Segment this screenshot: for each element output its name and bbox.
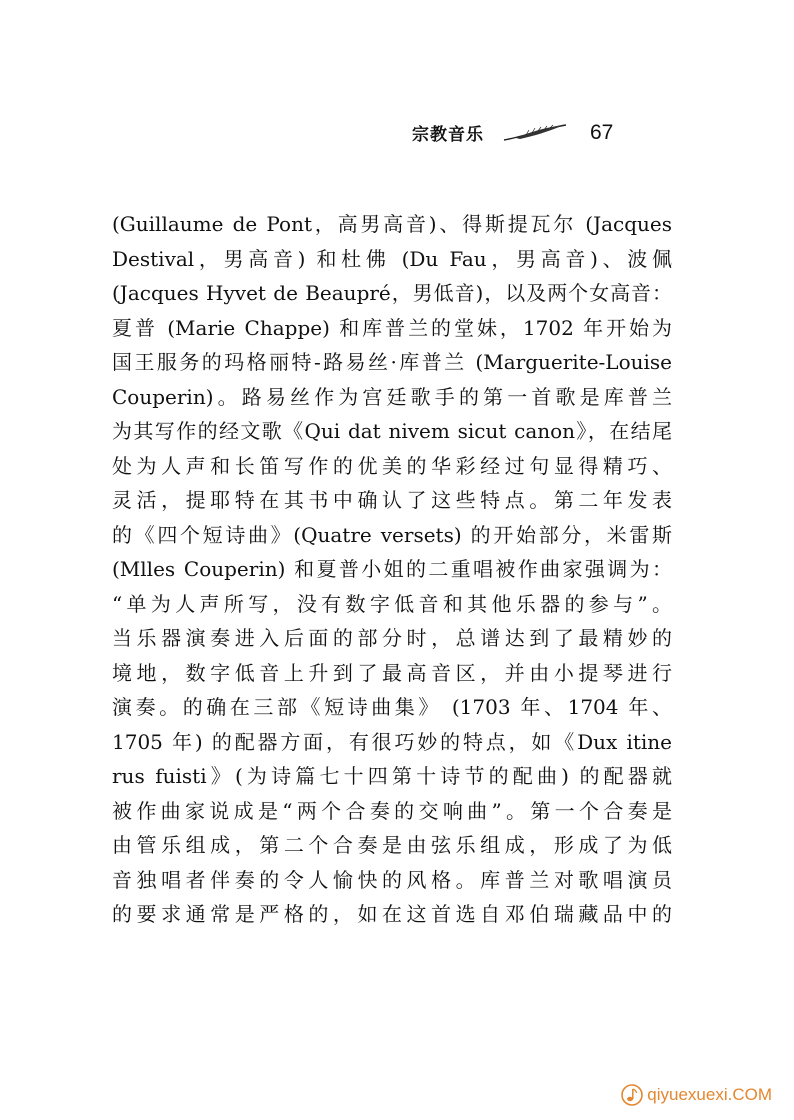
running-header	[412, 120, 613, 145]
text-line: (Jacques Hyvet de Beaupré，男低音)，以及两个女高音：	[112, 281, 672, 305]
text-line: 处为人声和长笛写作的优美的华彩经过句显得精巧、	[112, 453, 672, 478]
text-line: (Guillaume de Pont，高男高音)、得斯提瓦尔 (Jacques	[112, 212, 672, 236]
text-line: 的《四个短诗曲》(Quatre versets) 的开始部分，米雷斯	[112, 522, 672, 547]
text-line: 国王服务的玛格丽特-路易丝·库普兰 (Marguerite-Louise	[112, 350, 672, 374]
text-line: 由管乐组成，第二个合奏是由弦乐组成，形成了为低	[112, 833, 672, 857]
text-line: 灵活，提耶特在其书中确认了这些特点。第二年发表	[112, 488, 672, 512]
text-line: 为其写作的经文歌《Qui dat nivem sicut canon》，在结尾	[112, 419, 672, 443]
text-line: 音独唱者伴奏的令人愉快的风格。库普兰对歌唱演员	[112, 867, 672, 892]
text-line: 境地，数字低音上升到了最高音区，并由小提琴进行	[112, 660, 672, 685]
feather-ornament-icon	[502, 123, 568, 143]
text-line: 1705 年) 的配器方面，有很巧妙的特点，如《Dux itine	[112, 729, 672, 754]
text-line: 演奏。的确在三部《短诗曲集》 (1703 年、1704 年、	[112, 695, 672, 719]
text-line: Couperin)。路易丝作为宫廷歌手的第一首歌是库普兰	[112, 384, 672, 409]
text-line: Destival，男高音) 和杜佛 (Du Fau，男高音)、波佩	[112, 246, 672, 271]
watermark-text: qiyuexuexi.COM	[647, 1085, 772, 1104]
music-note-logo-icon	[621, 1084, 643, 1106]
text-line: rus fuisti》(为诗篇七十四第十诗节的配曲) 的配器就	[112, 764, 672, 788]
text-line: 的要求通常是严格的，如在这首选自邓伯瑞藏品中的	[112, 902, 672, 926]
text-line: “单为人声所写，没有数字低音和其他乐器的参与”。	[112, 591, 672, 616]
site-watermark	[621, 1084, 772, 1106]
text-line: 夏普 (Marie Chappe) 和库普兰的堂妹，1702 年开始为	[112, 315, 672, 340]
text-line: 当乐器演奏进入后面的部分时，总谱达到了最精妙的	[112, 626, 672, 650]
header-title: 宗教音乐	[412, 125, 484, 145]
page-number: 67	[590, 120, 614, 144]
text-line: 被作曲家说成是“两个合奏的交响曲”。第一个合奏是	[112, 798, 672, 823]
body-paragraph	[112, 207, 672, 932]
text-line: (Mlles Couperin) 和夏普小姐的二重唱被作曲家强调为：	[112, 557, 672, 581]
